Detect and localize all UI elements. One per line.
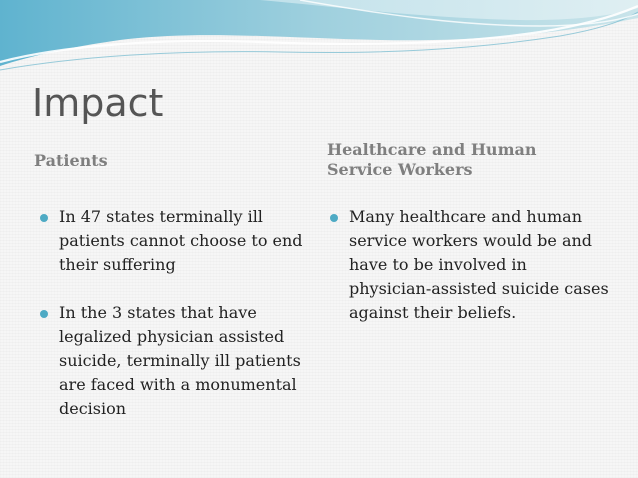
bullet-text: In the 3 states that have legalized physician assisted suicide, terminally ill patients are faced with a monumental decision	[59, 303, 301, 418]
bullet-dot-icon	[330, 214, 338, 222]
bullet-text: In 47 states terminally ill patients cannot choose to end their suffering	[59, 207, 303, 274]
slide-title: Impact	[32, 81, 164, 125]
list-item	[40, 301, 312, 421]
workers-column-heading: Healthcare and Human Service Workers	[327, 140, 537, 179]
patients-column-heading: Patients	[34, 151, 108, 170]
workers-bullet-list	[330, 205, 610, 325]
patients-bullet-list	[40, 205, 312, 421]
list-item	[330, 205, 610, 325]
bullet-text: Many healthcare and human service workers would be and have to be involved in physician-assisted suicide cases against their beliefs.	[349, 207, 609, 322]
bullet-dot-icon	[40, 310, 48, 318]
list-item	[40, 205, 312, 277]
header-wave-decoration	[0, 0, 638, 80]
bullet-dot-icon	[40, 214, 48, 222]
